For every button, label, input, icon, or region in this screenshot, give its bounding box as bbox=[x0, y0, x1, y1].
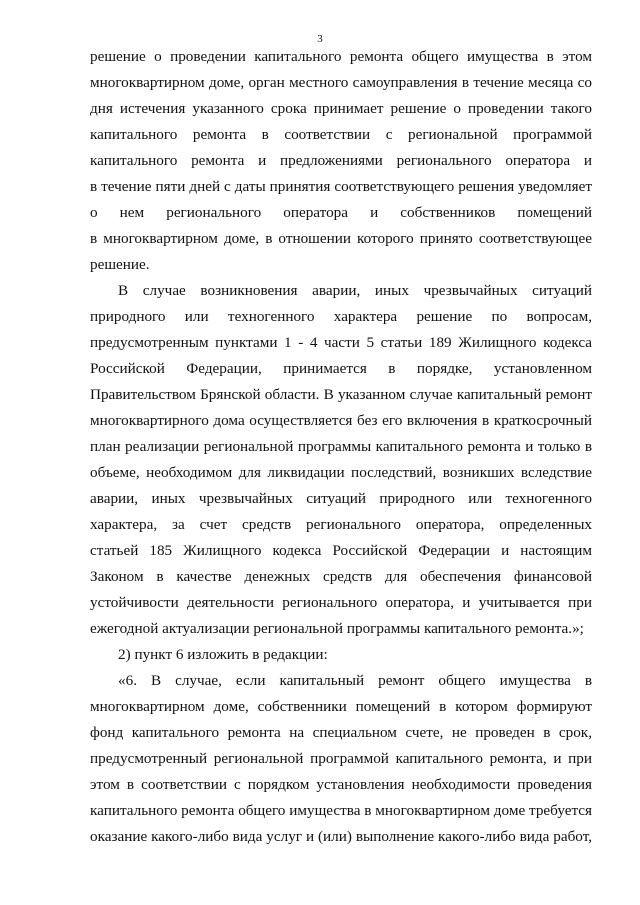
text-line: статьей 185 Жилищного кодекса Российской Федерации и настоящим bbox=[90, 542, 592, 559]
text-line: предусмотренным пунктами 1 - 4 части 5 статьи 189 Жилищного кодекса bbox=[90, 334, 592, 351]
text-line: в многоквартирном доме, в отношении которого принято соответствующее bbox=[90, 230, 592, 247]
text-line: капитального ремонта в соответствии с региональной программой bbox=[90, 126, 592, 143]
text-line: аварии, иных чрезвычайных ситуаций природного или техногенного bbox=[90, 490, 592, 507]
text-line: фонд капитального ремонта на специальном счете, не проведен в срок, bbox=[90, 724, 592, 741]
page-number: 3 bbox=[317, 33, 323, 45]
text-line: Правительством Брянской области. В указанном случае капитальный ремонт bbox=[90, 386, 592, 403]
text-line: оказание какого-либо вида услуг и (или) выполнение какого-либо вида работ, bbox=[90, 828, 592, 845]
text-line: многоквартирном доме, орган местного самоуправления в течение месяца со bbox=[90, 74, 592, 91]
text-line: дня истечения указанного срока принимает решение о проведении такого bbox=[90, 100, 592, 117]
text-line: «6. В случае, если капитальный ремонт общего имущества в bbox=[118, 672, 592, 689]
text-line: предусмотренный региональной программой капитального ремонта, и при bbox=[90, 750, 592, 767]
text-line: характера, за счет средств регионального оператора, определенных bbox=[90, 516, 592, 533]
text-line: многоквартирном доме, собственники помещений в котором формируют bbox=[90, 698, 592, 715]
text-line: Российской Федерации, принимается в порядке, установленном bbox=[90, 360, 592, 377]
text-line: В случае возникновения аварии, иных чрезвычайных ситуаций bbox=[118, 282, 592, 299]
text-line: в течение пяти дней с даты принятия соответствующего решения уведомляет bbox=[90, 178, 592, 195]
text-line: устойчивости деятельности регионального оператора, и учитывается при bbox=[90, 594, 592, 611]
text-line: о нем регионального оператора и собственников помещений bbox=[90, 204, 592, 221]
text-line: решение о проведении капитального ремонта общего имущества в этом bbox=[90, 48, 592, 65]
text-line: решение. bbox=[90, 256, 150, 273]
text-line: этом в соответствии с порядком установления необходимости проведения bbox=[90, 776, 592, 793]
text-line: 2) пункт 6 изложить в редакции: bbox=[118, 646, 328, 663]
text-line: план реализации региональной программы капитального ремонта и только в bbox=[90, 438, 592, 455]
text-line: капитального ремонта и предложениями регионального оператора и bbox=[90, 152, 592, 169]
text-line: природного или техногенного характера решение по вопросам, bbox=[90, 308, 592, 325]
text-line: капитального ремонта общего имущества в многоквартирном доме требуется bbox=[90, 802, 592, 819]
text-line: Законом в качестве денежных средств для обеспечения финансовой bbox=[90, 568, 592, 585]
text-line: ежегодной актуализации региональной программы капитального ремонта.»; bbox=[90, 620, 584, 637]
text-line: объеме, необходимом для ликвидации последствий, возникших вследствие bbox=[90, 464, 592, 481]
text-line: многоквартирного дома осуществляется без его включения в краткосрочный bbox=[90, 412, 592, 429]
